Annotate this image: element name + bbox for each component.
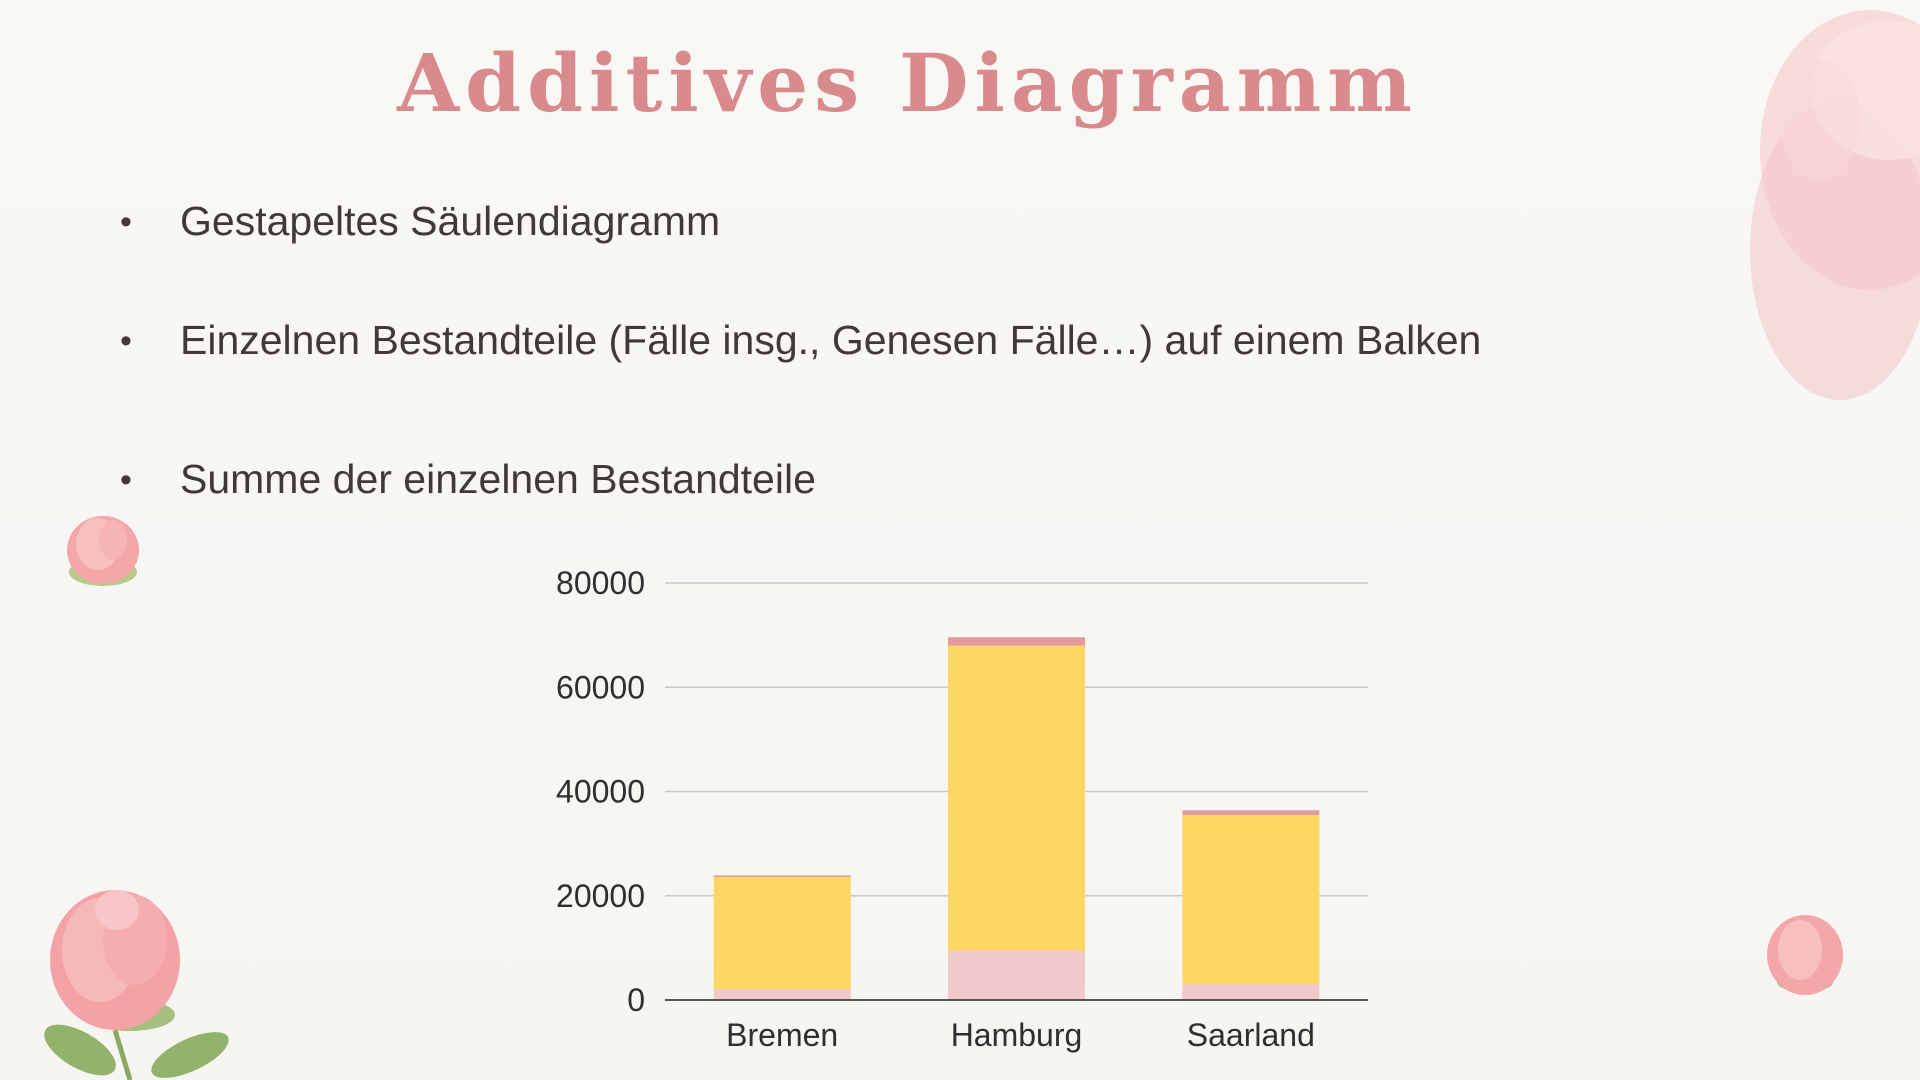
bullet-text: Summe der einzelnen Bestandteile [180,456,816,502]
bar-segment [948,646,1085,951]
bar-segment [1182,815,1319,984]
y-tick-label: 60000 [556,669,645,706]
bar-segment [714,875,851,877]
bullet-text: Gestapeltes Säulendiagramm [180,198,721,244]
slide-title: Additives Diagramm [397,36,1418,130]
bullet-dot: • [120,203,132,241]
bullet-dot: • [120,461,132,499]
x-tick-label: Bremen [726,1017,839,1053]
y-tick-label: 40000 [556,773,645,810]
x-tick-label: Saarland [1186,1017,1315,1053]
x-tick-label: Hamburg [950,1017,1083,1053]
bar-segment [1182,810,1319,815]
bullet-text: Einzelnen Bestandteile (Fälle insg., Genesen Fälle…) auf einem Balken [180,317,1482,363]
bar-segment [948,950,1085,1000]
bar-segment [714,989,851,1000]
y-tick-label: 20000 [556,877,645,914]
bullet-dot: • [120,322,132,360]
bar-segment [1182,984,1319,1000]
y-tick-label: 80000 [556,565,645,601]
y-tick-label: 0 [627,982,645,1018]
bar-segment [714,877,851,989]
bar-segment [948,637,1085,645]
